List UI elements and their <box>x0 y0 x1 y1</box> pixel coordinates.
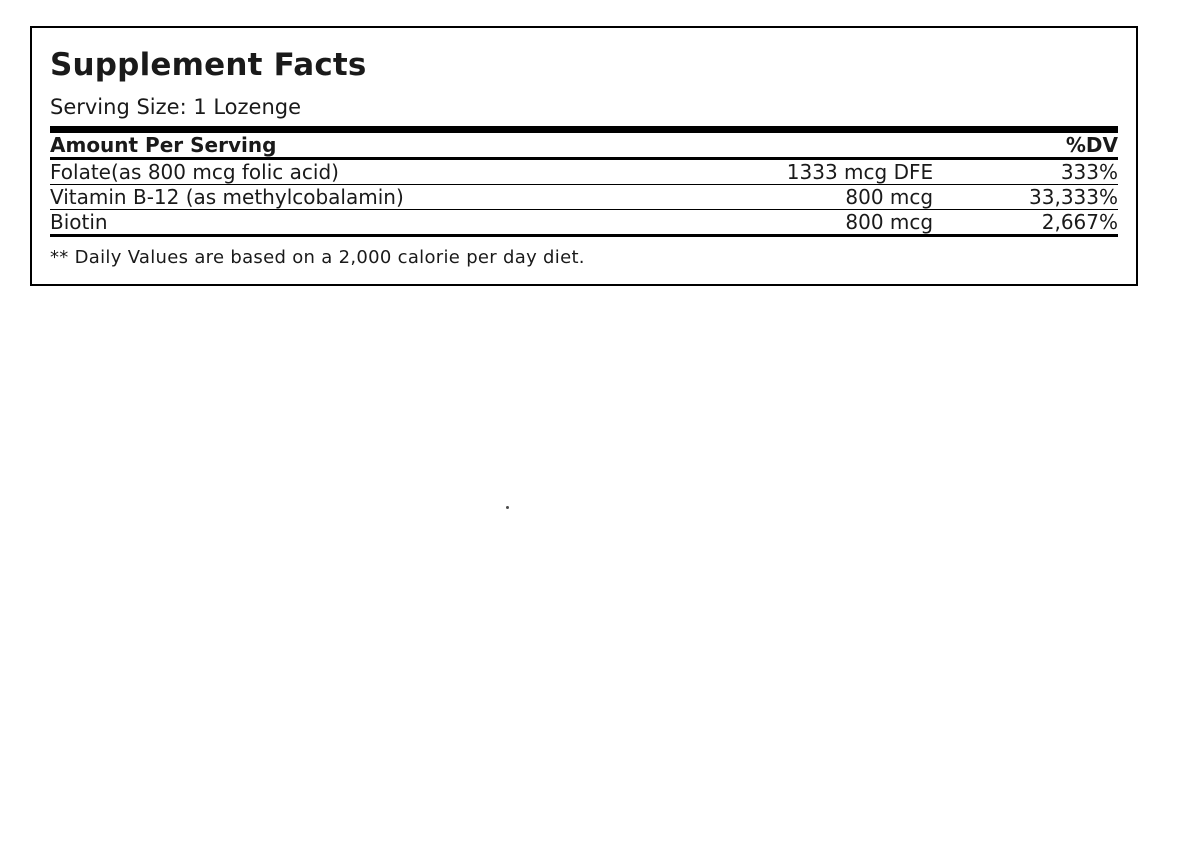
serving-size-text: Serving Size: 1 Lozenge <box>50 94 302 119</box>
supplement-facts-panel <box>30 26 1138 286</box>
nutrition-table <box>50 133 1118 157</box>
header-spacer <box>669 133 947 157</box>
table-row <box>50 185 1118 209</box>
nutrient-amount: 1333 mcg DFE <box>786 159 934 184</box>
table-row <box>50 210 1118 234</box>
nutrient-amount: 800 mcg <box>845 209 934 234</box>
table-row <box>50 160 1118 184</box>
nutrient-dv: 33,333% <box>1029 184 1118 209</box>
amount-per-serving-label: Amount Per Serving <box>50 132 277 157</box>
nutrient-rows-table-3 <box>50 210 1118 234</box>
daily-value-footnote: ** Daily Values are based on a 2,000 calorie per day diet. <box>50 246 585 268</box>
table-header-row <box>50 133 1118 157</box>
nutrient-amount: 800 mcg <box>845 184 934 209</box>
nutrient-dv: 2,667% <box>1041 209 1118 234</box>
nutrient-name: Biotin <box>50 209 108 234</box>
page-title: Supplement Facts <box>50 47 367 83</box>
stray-dot-mark <box>506 506 509 509</box>
nutrient-dv: 333% <box>1060 159 1118 184</box>
divider-thick-top <box>50 126 1118 133</box>
nutrient-name: Folate(as 800 mcg folic acid) <box>50 159 339 184</box>
nutrient-rows-table-2 <box>50 185 1118 209</box>
daily-value-label: %DV <box>1065 132 1118 157</box>
nutrient-name: Vitamin B-12 (as methylcobalamin) <box>50 184 404 209</box>
nutrient-rows-table <box>50 160 1118 184</box>
